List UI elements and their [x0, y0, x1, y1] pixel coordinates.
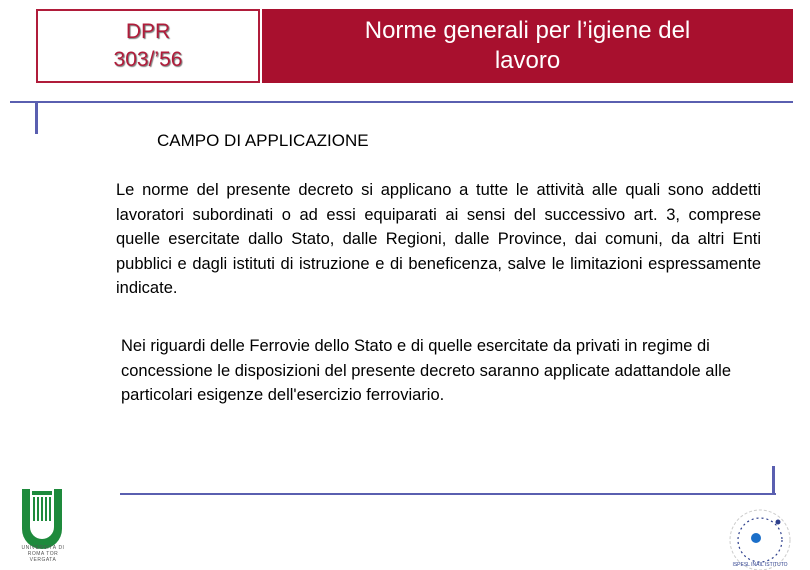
top-divider-tick: [35, 101, 38, 134]
university-logo-text: UNIVERSITÀ DI ROMA TOR VERGATA: [21, 545, 65, 563]
paragraph-scope: Le norme del presente decreto si applicano a tutte le attività alle quali sono addetti lavoratori subordinati o ad essi equiparati ai sensi del successivo art. 3, comprese quelle esercitate dallo Stato, dalle Regioni, dalle Province, dai comuni, da altri Enti pubblici e dagli istituti di istruzione e di beneficenza, salve le limitazioni espressamente indicate.: [116, 181, 761, 297]
institute-logo-text: ISPESL INAIL ISTITUTO: [732, 562, 788, 568]
bottom-divider-tick: [772, 466, 775, 495]
title-line-2: lavoro: [494, 47, 561, 74]
bottom-divider: [120, 493, 776, 495]
header-badge: [36, 9, 260, 83]
title-line-1: Norme generali per l’igiene del: [364, 17, 691, 44]
badge-line-1: DPR: [125, 20, 171, 43]
paragraph-railways: Nei riguardi delle Ferrovie dello Stato e di quelle esercitate da privati in regime di concessione le disposizioni del presente decreto saranno applicate adattandole alle particolari esigenze dell'esercizio ferroviario.: [121, 337, 731, 404]
top-divider: [10, 101, 793, 103]
badge-line-2: 303/’56: [113, 48, 183, 71]
section-title: CAMPO DI APPLICAZIONE: [157, 131, 369, 150]
institute-logo: [718, 500, 802, 570]
title-bar: [262, 9, 793, 83]
